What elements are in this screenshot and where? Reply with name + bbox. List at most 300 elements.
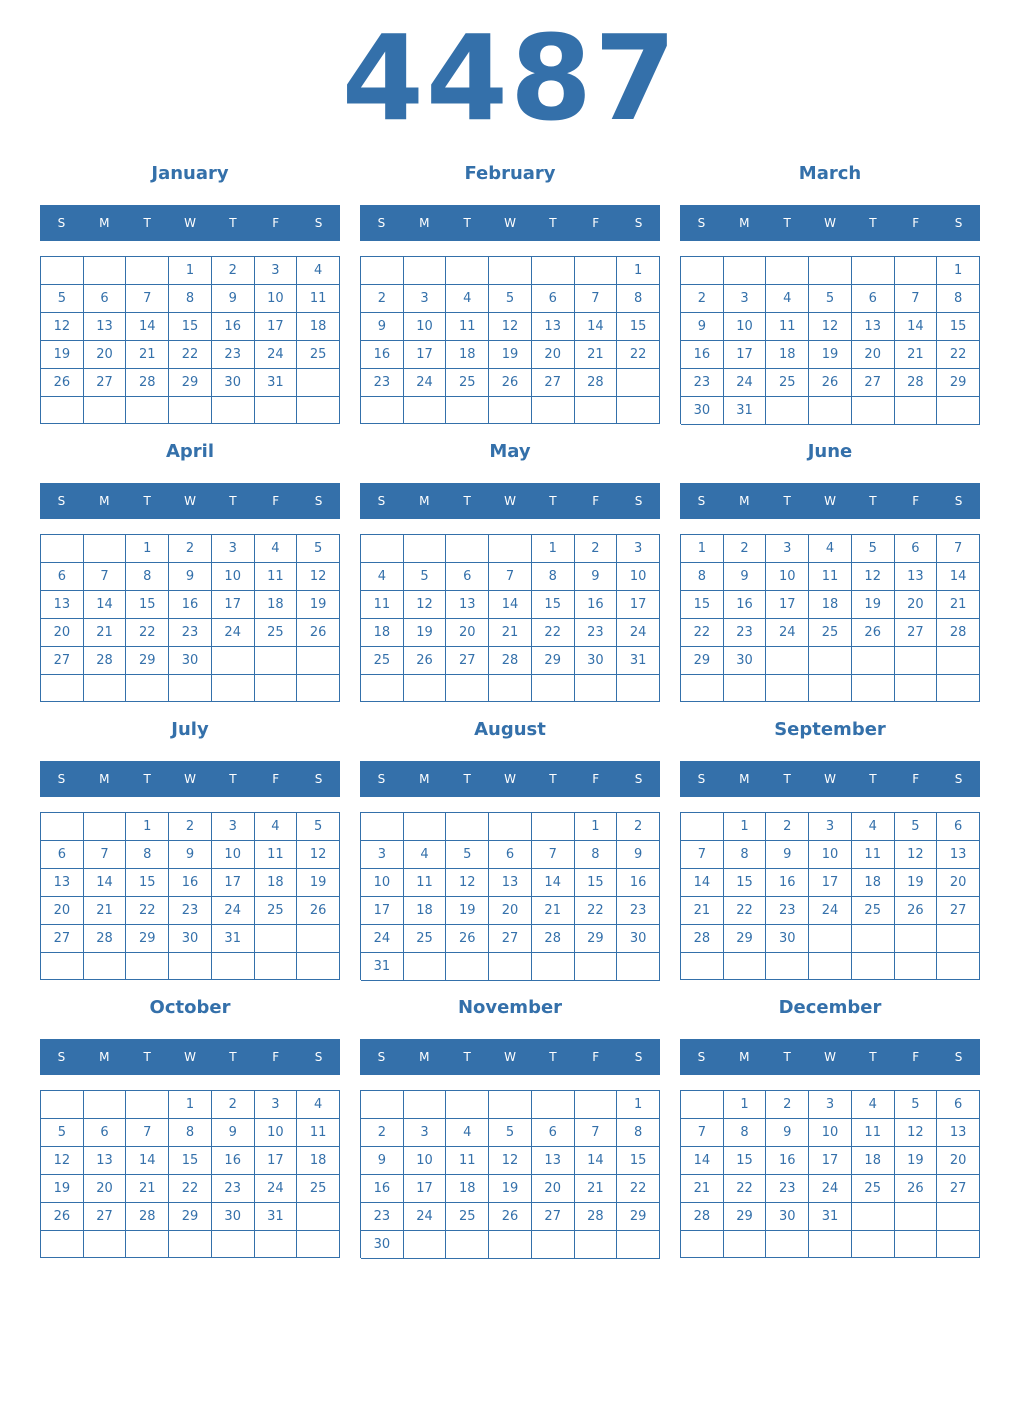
day-cell[interactable]: 11 <box>852 841 895 869</box>
day-cell[interactable]: 3 <box>361 841 404 869</box>
day-cell[interactable]: 30 <box>361 1231 404 1259</box>
day-cell[interactable]: 25 <box>297 1175 340 1203</box>
day-cell[interactable]: 27 <box>937 1175 980 1203</box>
day-cell[interactable]: 10 <box>212 563 255 591</box>
day-cell[interactable]: 16 <box>361 341 404 369</box>
day-cell[interactable]: 21 <box>126 1175 169 1203</box>
day-cell[interactable]: 30 <box>169 647 212 675</box>
day-cell[interactable]: 25 <box>255 619 298 647</box>
day-cell[interactable]: 30 <box>212 1203 255 1231</box>
day-cell[interactable]: 3 <box>255 1091 298 1119</box>
day-cell[interactable]: 7 <box>681 841 724 869</box>
day-cell[interactable]: 6 <box>84 1119 127 1147</box>
day-cell[interactable]: 1 <box>724 813 767 841</box>
day-cell[interactable]: 17 <box>404 1175 447 1203</box>
day-cell[interactable]: 13 <box>41 869 84 897</box>
day-cell[interactable]: 27 <box>41 925 84 953</box>
day-cell[interactable]: 10 <box>809 841 852 869</box>
day-cell[interactable]: 5 <box>489 1119 532 1147</box>
day-cell[interactable]: 23 <box>361 1203 404 1231</box>
day-cell[interactable]: 28 <box>84 925 127 953</box>
day-cell[interactable]: 7 <box>575 1119 618 1147</box>
day-cell[interactable]: 24 <box>724 369 767 397</box>
day-cell[interactable]: 23 <box>361 369 404 397</box>
day-cell[interactable]: 15 <box>617 313 660 341</box>
day-cell[interactable]: 15 <box>617 1147 660 1175</box>
day-cell[interactable]: 17 <box>617 591 660 619</box>
day-cell[interactable]: 2 <box>361 1119 404 1147</box>
day-cell[interactable]: 31 <box>617 647 660 675</box>
day-cell[interactable]: 30 <box>766 925 809 953</box>
day-cell[interactable]: 1 <box>532 535 575 563</box>
day-cell[interactable]: 10 <box>212 841 255 869</box>
day-cell[interactable]: 21 <box>575 1175 618 1203</box>
day-cell[interactable]: 13 <box>84 313 127 341</box>
day-cell[interactable]: 14 <box>575 1147 618 1175</box>
day-cell[interactable]: 17 <box>255 1147 298 1175</box>
day-cell[interactable]: 30 <box>212 369 255 397</box>
day-cell[interactable]: 21 <box>575 341 618 369</box>
day-cell[interactable]: 6 <box>937 813 980 841</box>
day-cell[interactable]: 19 <box>895 1147 938 1175</box>
day-cell[interactable]: 29 <box>937 369 980 397</box>
day-cell[interactable]: 14 <box>575 313 618 341</box>
day-cell[interactable]: 8 <box>617 285 660 313</box>
day-cell[interactable]: 2 <box>169 535 212 563</box>
day-cell[interactable]: 9 <box>575 563 618 591</box>
day-cell[interactable]: 17 <box>361 897 404 925</box>
day-cell[interactable]: 22 <box>169 1175 212 1203</box>
day-cell[interactable]: 21 <box>84 897 127 925</box>
day-cell[interactable]: 20 <box>532 341 575 369</box>
day-cell[interactable]: 26 <box>895 1175 938 1203</box>
day-cell[interactable]: 17 <box>255 313 298 341</box>
day-cell[interactable]: 29 <box>575 925 618 953</box>
day-cell[interactable]: 26 <box>404 647 447 675</box>
day-cell[interactable]: 18 <box>297 313 340 341</box>
day-cell[interactable]: 28 <box>681 925 724 953</box>
day-cell[interactable]: 7 <box>126 285 169 313</box>
day-cell[interactable]: 5 <box>297 535 340 563</box>
day-cell[interactable]: 23 <box>212 341 255 369</box>
day-cell[interactable]: 3 <box>809 813 852 841</box>
day-cell[interactable]: 7 <box>126 1119 169 1147</box>
day-cell[interactable]: 28 <box>575 369 618 397</box>
day-cell[interactable]: 14 <box>126 313 169 341</box>
day-cell[interactable]: 19 <box>297 869 340 897</box>
day-cell[interactable]: 20 <box>532 1175 575 1203</box>
day-cell[interactable]: 24 <box>212 619 255 647</box>
day-cell[interactable]: 31 <box>724 397 767 425</box>
day-cell[interactable]: 14 <box>489 591 532 619</box>
day-cell[interactable]: 18 <box>446 341 489 369</box>
day-cell[interactable]: 28 <box>489 647 532 675</box>
day-cell[interactable]: 16 <box>766 869 809 897</box>
day-cell[interactable]: 12 <box>404 591 447 619</box>
day-cell[interactable]: 31 <box>255 369 298 397</box>
day-cell[interactable]: 12 <box>41 313 84 341</box>
day-cell[interactable]: 4 <box>297 1091 340 1119</box>
day-cell[interactable]: 5 <box>895 813 938 841</box>
day-cell[interactable]: 10 <box>255 285 298 313</box>
day-cell[interactable]: 8 <box>724 1119 767 1147</box>
day-cell[interactable]: 6 <box>895 535 938 563</box>
day-cell[interactable]: 9 <box>169 563 212 591</box>
day-cell[interactable]: 18 <box>297 1147 340 1175</box>
day-cell[interactable]: 29 <box>169 369 212 397</box>
day-cell[interactable]: 5 <box>489 285 532 313</box>
day-cell[interactable]: 9 <box>617 841 660 869</box>
day-cell[interactable]: 26 <box>446 925 489 953</box>
day-cell[interactable]: 22 <box>532 619 575 647</box>
day-cell[interactable]: 29 <box>617 1203 660 1231</box>
day-cell[interactable]: 20 <box>489 897 532 925</box>
day-cell[interactable]: 3 <box>617 535 660 563</box>
day-cell[interactable]: 15 <box>575 869 618 897</box>
day-cell[interactable]: 22 <box>126 619 169 647</box>
day-cell[interactable]: 7 <box>84 563 127 591</box>
day-cell[interactable]: 6 <box>937 1091 980 1119</box>
day-cell[interactable]: 12 <box>41 1147 84 1175</box>
day-cell[interactable]: 25 <box>852 897 895 925</box>
day-cell[interactable]: 29 <box>724 1203 767 1231</box>
day-cell[interactable]: 5 <box>809 285 852 313</box>
day-cell[interactable]: 17 <box>212 869 255 897</box>
day-cell[interactable]: 24 <box>255 341 298 369</box>
day-cell[interactable]: 26 <box>895 897 938 925</box>
day-cell[interactable]: 16 <box>724 591 767 619</box>
day-cell[interactable]: 22 <box>169 341 212 369</box>
day-cell[interactable]: 12 <box>297 841 340 869</box>
day-cell[interactable]: 8 <box>617 1119 660 1147</box>
day-cell[interactable]: 27 <box>937 897 980 925</box>
day-cell[interactable]: 8 <box>724 841 767 869</box>
day-cell[interactable]: 28 <box>84 647 127 675</box>
day-cell[interactable]: 11 <box>361 591 404 619</box>
day-cell[interactable]: 8 <box>169 285 212 313</box>
day-cell[interactable]: 26 <box>852 619 895 647</box>
day-cell[interactable]: 1 <box>937 257 980 285</box>
day-cell[interactable]: 10 <box>809 1119 852 1147</box>
day-cell[interactable]: 16 <box>169 591 212 619</box>
day-cell[interactable]: 31 <box>212 925 255 953</box>
day-cell[interactable]: 22 <box>937 341 980 369</box>
day-cell[interactable]: 28 <box>575 1203 618 1231</box>
day-cell[interactable]: 28 <box>126 369 169 397</box>
day-cell[interactable]: 9 <box>766 1119 809 1147</box>
day-cell[interactable]: 19 <box>297 591 340 619</box>
day-cell[interactable]: 23 <box>681 369 724 397</box>
day-cell[interactable]: 6 <box>489 841 532 869</box>
day-cell[interactable]: 13 <box>895 563 938 591</box>
day-cell[interactable]: 18 <box>361 619 404 647</box>
day-cell[interactable]: 12 <box>489 313 532 341</box>
day-cell[interactable]: 1 <box>126 535 169 563</box>
day-cell[interactable]: 3 <box>404 1119 447 1147</box>
day-cell[interactable]: 7 <box>937 535 980 563</box>
day-cell[interactable]: 13 <box>489 869 532 897</box>
day-cell[interactable]: 23 <box>617 897 660 925</box>
day-cell[interactable]: 30 <box>766 1203 809 1231</box>
day-cell[interactable]: 27 <box>446 647 489 675</box>
day-cell[interactable]: 22 <box>681 619 724 647</box>
day-cell[interactable]: 24 <box>809 897 852 925</box>
day-cell[interactable]: 2 <box>212 1091 255 1119</box>
day-cell[interactable]: 13 <box>937 841 980 869</box>
day-cell[interactable]: 20 <box>852 341 895 369</box>
day-cell[interactable]: 17 <box>809 869 852 897</box>
day-cell[interactable]: 14 <box>681 1147 724 1175</box>
day-cell[interactable]: 1 <box>575 813 618 841</box>
day-cell[interactable]: 22 <box>724 897 767 925</box>
day-cell[interactable]: 27 <box>84 369 127 397</box>
day-cell[interactable]: 28 <box>532 925 575 953</box>
day-cell[interactable]: 9 <box>766 841 809 869</box>
day-cell[interactable]: 7 <box>84 841 127 869</box>
day-cell[interactable]: 14 <box>532 869 575 897</box>
day-cell[interactable]: 27 <box>489 925 532 953</box>
day-cell[interactable]: 21 <box>126 341 169 369</box>
day-cell[interactable]: 4 <box>852 813 895 841</box>
day-cell[interactable]: 25 <box>446 1203 489 1231</box>
day-cell[interactable]: 5 <box>404 563 447 591</box>
day-cell[interactable]: 5 <box>41 285 84 313</box>
day-cell[interactable]: 2 <box>617 813 660 841</box>
day-cell[interactable]: 2 <box>766 813 809 841</box>
day-cell[interactable]: 24 <box>361 925 404 953</box>
day-cell[interactable]: 21 <box>489 619 532 647</box>
day-cell[interactable]: 11 <box>766 313 809 341</box>
day-cell[interactable]: 3 <box>255 257 298 285</box>
day-cell[interactable]: 27 <box>532 369 575 397</box>
day-cell[interactable]: 30 <box>681 397 724 425</box>
day-cell[interactable]: 29 <box>532 647 575 675</box>
day-cell[interactable]: 9 <box>724 563 767 591</box>
day-cell[interactable]: 21 <box>895 341 938 369</box>
day-cell[interactable]: 2 <box>361 285 404 313</box>
day-cell[interactable]: 24 <box>617 619 660 647</box>
day-cell[interactable]: 13 <box>446 591 489 619</box>
day-cell[interactable]: 15 <box>724 869 767 897</box>
day-cell[interactable]: 14 <box>126 1147 169 1175</box>
day-cell[interactable]: 22 <box>617 341 660 369</box>
day-cell[interactable]: 21 <box>84 619 127 647</box>
day-cell[interactable]: 28 <box>126 1203 169 1231</box>
day-cell[interactable]: 25 <box>297 341 340 369</box>
day-cell[interactable]: 9 <box>212 285 255 313</box>
day-cell[interactable]: 5 <box>41 1119 84 1147</box>
day-cell[interactable]: 13 <box>852 313 895 341</box>
day-cell[interactable]: 23 <box>766 897 809 925</box>
day-cell[interactable]: 13 <box>937 1119 980 1147</box>
day-cell[interactable]: 2 <box>681 285 724 313</box>
day-cell[interactable]: 16 <box>361 1175 404 1203</box>
day-cell[interactable]: 31 <box>255 1203 298 1231</box>
day-cell[interactable]: 13 <box>41 591 84 619</box>
day-cell[interactable]: 6 <box>41 563 84 591</box>
day-cell[interactable]: 15 <box>169 1147 212 1175</box>
day-cell[interactable]: 16 <box>212 313 255 341</box>
day-cell[interactable]: 30 <box>575 647 618 675</box>
day-cell[interactable]: 11 <box>446 1147 489 1175</box>
day-cell[interactable]: 20 <box>84 1175 127 1203</box>
day-cell[interactable]: 31 <box>809 1203 852 1231</box>
day-cell[interactable]: 27 <box>84 1203 127 1231</box>
day-cell[interactable]: 10 <box>404 313 447 341</box>
day-cell[interactable]: 5 <box>297 813 340 841</box>
day-cell[interactable]: 23 <box>724 619 767 647</box>
day-cell[interactable]: 17 <box>724 341 767 369</box>
day-cell[interactable]: 18 <box>446 1175 489 1203</box>
day-cell[interactable]: 9 <box>361 313 404 341</box>
day-cell[interactable]: 28 <box>681 1203 724 1231</box>
day-cell[interactable]: 8 <box>126 841 169 869</box>
day-cell[interactable]: 19 <box>489 1175 532 1203</box>
day-cell[interactable]: 1 <box>169 1091 212 1119</box>
day-cell[interactable]: 4 <box>255 813 298 841</box>
day-cell[interactable]: 12 <box>895 1119 938 1147</box>
day-cell[interactable]: 2 <box>724 535 767 563</box>
day-cell[interactable]: 4 <box>255 535 298 563</box>
day-cell[interactable]: 26 <box>41 1203 84 1231</box>
day-cell[interactable]: 15 <box>126 591 169 619</box>
day-cell[interactable]: 4 <box>404 841 447 869</box>
day-cell[interactable]: 18 <box>852 1147 895 1175</box>
day-cell[interactable]: 22 <box>126 897 169 925</box>
day-cell[interactable]: 24 <box>809 1175 852 1203</box>
day-cell[interactable]: 3 <box>724 285 767 313</box>
day-cell[interactable]: 17 <box>809 1147 852 1175</box>
day-cell[interactable]: 16 <box>212 1147 255 1175</box>
day-cell[interactable]: 13 <box>532 313 575 341</box>
day-cell[interactable]: 18 <box>255 591 298 619</box>
day-cell[interactable]: 1 <box>617 257 660 285</box>
day-cell[interactable]: 12 <box>809 313 852 341</box>
day-cell[interactable]: 18 <box>852 869 895 897</box>
day-cell[interactable]: 25 <box>852 1175 895 1203</box>
day-cell[interactable]: 4 <box>852 1091 895 1119</box>
day-cell[interactable]: 24 <box>404 369 447 397</box>
day-cell[interactable]: 2 <box>169 813 212 841</box>
day-cell[interactable]: 26 <box>297 619 340 647</box>
day-cell[interactable]: 16 <box>169 869 212 897</box>
day-cell[interactable]: 11 <box>446 313 489 341</box>
day-cell[interactable]: 22 <box>617 1175 660 1203</box>
day-cell[interactable]: 14 <box>895 313 938 341</box>
day-cell[interactable]: 19 <box>446 897 489 925</box>
day-cell[interactable]: 18 <box>404 897 447 925</box>
day-cell[interactable]: 22 <box>724 1175 767 1203</box>
day-cell[interactable]: 25 <box>446 369 489 397</box>
day-cell[interactable]: 27 <box>852 369 895 397</box>
day-cell[interactable]: 15 <box>126 869 169 897</box>
day-cell[interactable]: 27 <box>41 647 84 675</box>
day-cell[interactable]: 9 <box>361 1147 404 1175</box>
day-cell[interactable]: 12 <box>489 1147 532 1175</box>
day-cell[interactable]: 21 <box>532 897 575 925</box>
day-cell[interactable]: 5 <box>852 535 895 563</box>
day-cell[interactable]: 9 <box>681 313 724 341</box>
day-cell[interactable]: 3 <box>766 535 809 563</box>
day-cell[interactable]: 11 <box>255 841 298 869</box>
day-cell[interactable]: 19 <box>809 341 852 369</box>
day-cell[interactable]: 17 <box>766 591 809 619</box>
day-cell[interactable]: 6 <box>446 563 489 591</box>
day-cell[interactable]: 10 <box>766 563 809 591</box>
day-cell[interactable]: 4 <box>297 257 340 285</box>
day-cell[interactable]: 14 <box>84 869 127 897</box>
day-cell[interactable]: 30 <box>724 647 767 675</box>
day-cell[interactable]: 1 <box>617 1091 660 1119</box>
day-cell[interactable]: 6 <box>84 285 127 313</box>
day-cell[interactable]: 25 <box>766 369 809 397</box>
day-cell[interactable]: 26 <box>41 369 84 397</box>
day-cell[interactable]: 25 <box>361 647 404 675</box>
day-cell[interactable]: 6 <box>852 285 895 313</box>
day-cell[interactable]: 15 <box>681 591 724 619</box>
day-cell[interactable]: 23 <box>575 619 618 647</box>
day-cell[interactable]: 11 <box>852 1119 895 1147</box>
day-cell[interactable]: 18 <box>255 869 298 897</box>
day-cell[interactable]: 19 <box>489 341 532 369</box>
day-cell[interactable]: 19 <box>404 619 447 647</box>
day-cell[interactable]: 6 <box>532 1119 575 1147</box>
day-cell[interactable]: 8 <box>126 563 169 591</box>
day-cell[interactable]: 8 <box>575 841 618 869</box>
day-cell[interactable]: 1 <box>681 535 724 563</box>
day-cell[interactable]: 21 <box>937 591 980 619</box>
day-cell[interactable]: 18 <box>766 341 809 369</box>
day-cell[interactable]: 10 <box>361 869 404 897</box>
day-cell[interactable]: 20 <box>937 1147 980 1175</box>
day-cell[interactable]: 3 <box>212 535 255 563</box>
day-cell[interactable]: 29 <box>169 1203 212 1231</box>
day-cell[interactable]: 31 <box>361 953 404 981</box>
day-cell[interactable]: 22 <box>575 897 618 925</box>
day-cell[interactable]: 20 <box>41 619 84 647</box>
day-cell[interactable]: 2 <box>766 1091 809 1119</box>
day-cell[interactable]: 11 <box>255 563 298 591</box>
day-cell[interactable]: 11 <box>404 869 447 897</box>
day-cell[interactable]: 4 <box>361 563 404 591</box>
day-cell[interactable]: 25 <box>809 619 852 647</box>
day-cell[interactable]: 3 <box>212 813 255 841</box>
day-cell[interactable]: 5 <box>446 841 489 869</box>
day-cell[interactable]: 25 <box>404 925 447 953</box>
day-cell[interactable]: 14 <box>937 563 980 591</box>
day-cell[interactable]: 8 <box>681 563 724 591</box>
day-cell[interactable]: 21 <box>681 897 724 925</box>
day-cell[interactable]: 26 <box>297 897 340 925</box>
day-cell[interactable]: 20 <box>84 341 127 369</box>
day-cell[interactable]: 2 <box>212 257 255 285</box>
day-cell[interactable]: 15 <box>532 591 575 619</box>
day-cell[interactable]: 1 <box>126 813 169 841</box>
day-cell[interactable]: 8 <box>937 285 980 313</box>
day-cell[interactable]: 13 <box>84 1147 127 1175</box>
day-cell[interactable]: 29 <box>126 925 169 953</box>
day-cell[interactable]: 10 <box>255 1119 298 1147</box>
day-cell[interactable]: 16 <box>575 591 618 619</box>
day-cell[interactable]: 24 <box>255 1175 298 1203</box>
day-cell[interactable]: 28 <box>895 369 938 397</box>
day-cell[interactable]: 23 <box>169 897 212 925</box>
day-cell[interactable]: 16 <box>766 1147 809 1175</box>
day-cell[interactable]: 11 <box>297 285 340 313</box>
day-cell[interactable]: 10 <box>724 313 767 341</box>
day-cell[interactable]: 17 <box>212 591 255 619</box>
day-cell[interactable]: 7 <box>575 285 618 313</box>
